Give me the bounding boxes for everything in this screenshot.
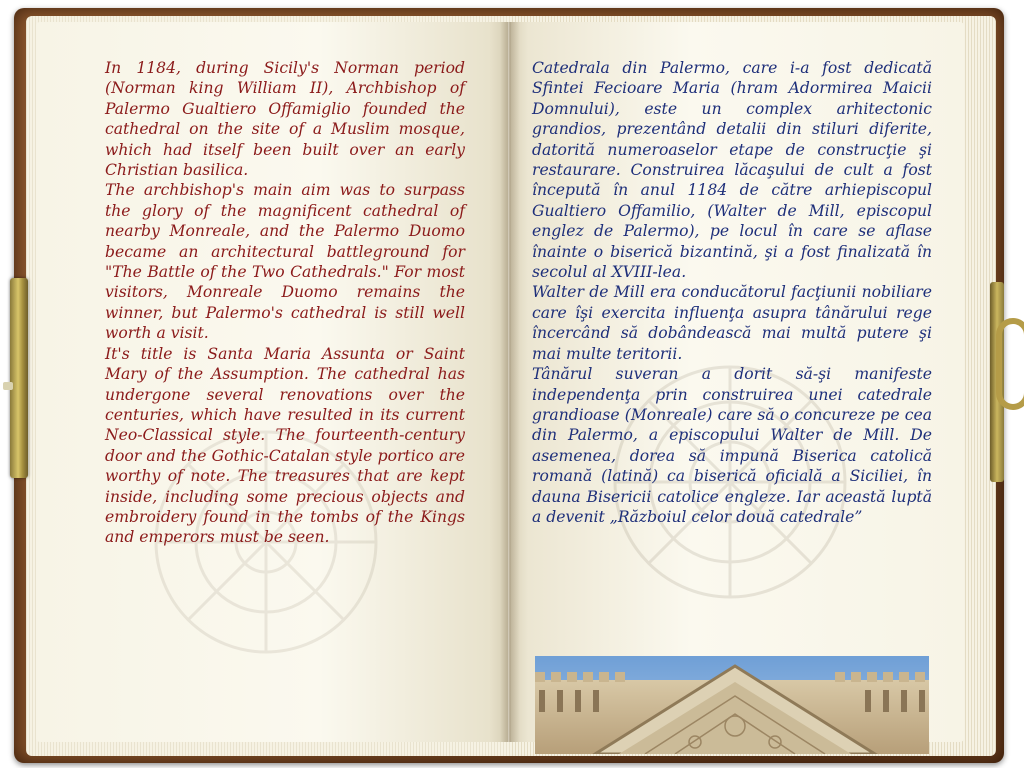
- right-page-text: [532, 58, 932, 527]
- left-paragraph-3: It's title is Santa Maria Assunta or Saint Mary of the Assumption. The cathedral has undergone several renovations over the centuries, which have resulted in its current Neo-Classical style. The fourteenth-century door and the Gothic-Catalan style portico are worthy of note. The treasures that are kept inside, including some precious objects and embroidery found in the tombs of the Kings and emperors must be seen.: [105, 344, 465, 547]
- right-paragraph-1: Catedrala din Palermo, care i-a fost dedicată Sfintei Fecioare Maria (hram Adormirea Maicii Domnului), este un complex arhitectonic grandios, prezentând detalii din stiluri diferite, datorită numeroaselor etape de construcţie şi restaurare. Construirea lăcaşului de cult a fost începută în anul 1184 de către arhiepiscopul Gualtiero Offamilio, (Walter de Mill, episcopul englez de Palermo), pe locul în care se aflase înainte o biserică bizantină, şi a fost finalizată în secolul al XVIII-lea.: [532, 59, 932, 282]
- left-paragraph-1: In 1184, during Sicily's Norman period (Norman king William II), Archbishop of Palermo Gualtiero Offamiglio founded the cathedral on the site of a Muslim mosque, which had itself been built over an early Christian basilica.: [105, 59, 465, 180]
- cathedral-pediment-photo: [535, 656, 929, 754]
- left-page-text: [105, 58, 465, 548]
- cathedral-pediment-icon: [535, 656, 929, 754]
- left-paragraph-2: The archbishop's main aim was to surpass the glory of the magnificent cathedral of nearby Monreale, and the Palermo Duomo became an architectural battleground for "The Battle of the Two Cathedrals." For most visitors, Monreale Duomo remains the winner, but Palermo's cathedral is still well worth a visit.: [105, 181, 465, 343]
- right-paragraph-2: Walter de Mill era conducătorul facţiunii nobiliare care îşi exercita influenţa asupra tânărului rege încercând să dobândească mai multă putere şi mai multe teritorii.: [532, 283, 932, 363]
- book-gutter: [500, 22, 520, 742]
- right-paragraph-3: Tânărul suveran a dorit să-şi manifeste independenţa prin construirea unei catedrale grandioase (Monreale) care să o concureze pe cea din Palermo, a episcopului Walter de Mill. De asemenea, dorea să impună Biserica catolică romană (latină) ca biserică oficială a Siciliei, în dauna Bisericii catolice engleze. Iar această luptă a devenit „Războiul celor două catedrale”: [532, 365, 932, 526]
- clasp-ring: [996, 318, 1024, 410]
- clasp-pin: [3, 382, 13, 390]
- left-clasp: [10, 278, 28, 478]
